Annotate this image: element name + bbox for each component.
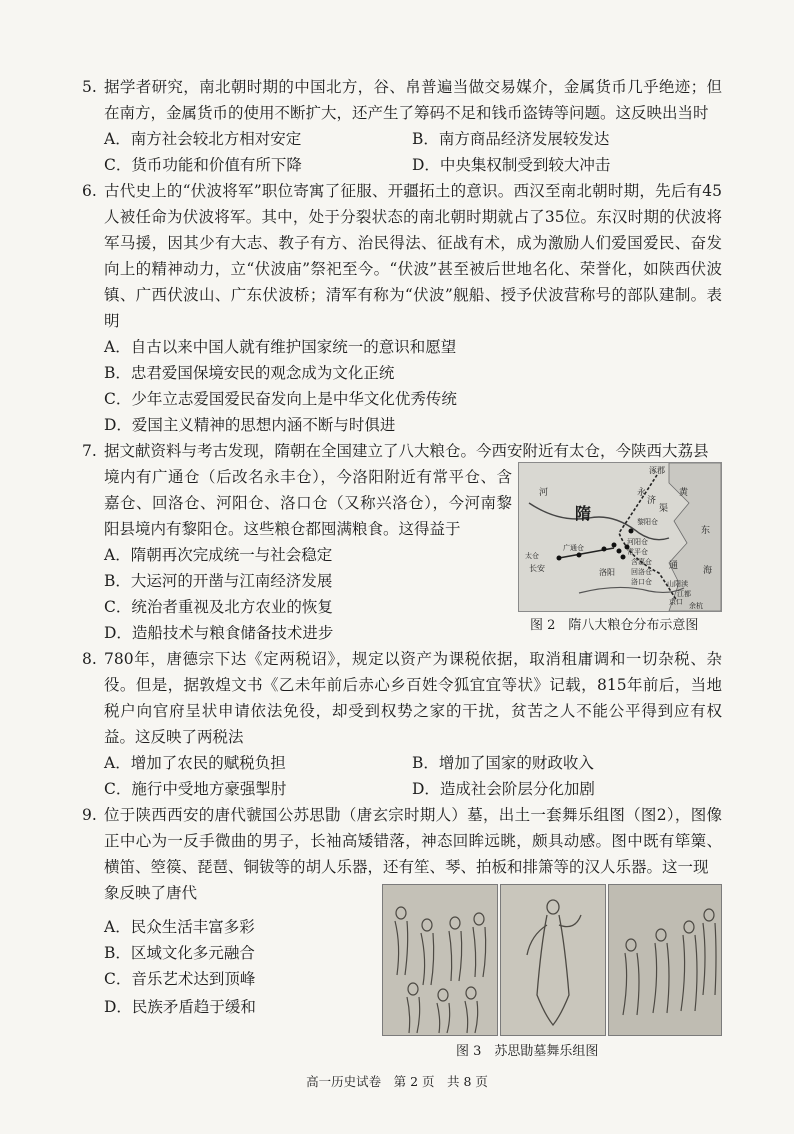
granary-dot (577, 553, 582, 558)
question-stem-line1: 据文献资料与考古发现，隋朝在全国建立了八大粮仓。今西安附近有太仓，今陕西大荔县 (104, 442, 709, 460)
option-b[interactable]: B．增加了国家的财政收入 (412, 754, 594, 772)
mural-panel-right (608, 884, 722, 1036)
question-stem: 位于陕西西安的唐代虢国公苏思勖（唐玄宗时期人）墓，出土一套舞乐组图（图2），图像正中心为一反手微曲的男子，长袖高矮错落，神态回眸远眺，颇具动感。图中既有筚篥、横笛、箜篌、琵琶、铜钹等的胡人乐器，还有笙、琴、拍板和排箫等的汉人乐器。这一现 (104, 806, 722, 876)
map-label-huang: 黄 (679, 488, 689, 498)
option-a[interactable]: A．增加了农民的赋税负担 (104, 754, 286, 772)
option-a[interactable]: A．民众生活丰富多彩 (104, 918, 255, 936)
question-6 (82, 178, 722, 334)
question-number: 7. (82, 442, 97, 460)
option-d[interactable]: D．中央集权制受到较大冲击 (412, 156, 611, 174)
option-c[interactable]: C．少年立志爱国爱民奋发向上是中华文化优秀传统 (104, 390, 457, 408)
map-label-qu: 渠 (659, 504, 669, 514)
option-a[interactable]: A．自古以来中国人就有维护国家统一的意识和愿望 (104, 338, 457, 356)
question-stem: 据学者研究，南北朝时期的中国北方，谷、帛普遍当做交易媒介，金属货币几乎绝迹；但在南方，金属货币的使用不断扩大，还产生了筹码不足和钱币盗铸等问题。这反映出当时 (104, 78, 722, 122)
question-number: 9. (82, 806, 97, 824)
map-label-luokou: 洛口仓 (631, 578, 652, 586)
question-9-stem-tail: 象反映了唐代 (104, 884, 198, 902)
figure-2-caption: 图 2 隋八大粮仓分布示意图 (530, 618, 699, 633)
option-c[interactable]: C．施行中受地方豪强掣肘 (104, 780, 287, 798)
granary-map-figure (518, 462, 722, 612)
map-label-changping: 常平仓 (627, 548, 648, 556)
map-label-heyang: 河阳仓 (627, 538, 648, 546)
question-number: 6. (82, 182, 97, 200)
question-7-stem-rest: 境内有广通仓（后改名永丰仓），今洛阳附近有常平仓、含嘉仓、回洛仓、河阳仓、洛口仓（又称兴洛仓），今河南黎阳县境内有黎阳仓。这些粮仓都囤满粮食。这得益于 (104, 468, 512, 538)
option-c[interactable]: C．统治者重视及北方农业的恢复 (104, 598, 333, 616)
figure-3-caption: 图 3 苏思勖墓舞乐组图 (456, 1044, 599, 1059)
map-label-yongji: 永 (637, 488, 647, 498)
question-number: 5. (82, 78, 97, 96)
granary-dot (629, 529, 634, 534)
granary-dot (602, 547, 607, 552)
question-9 (82, 802, 722, 880)
option-b[interactable]: B．南方商品经济发展较发达 (412, 130, 610, 148)
mural-panel-center (500, 884, 606, 1036)
mural-panel-left (382, 884, 498, 1036)
question-5 (82, 74, 722, 126)
mural-dancer-center (501, 885, 605, 1035)
map-label-hanjia: 含嘉仓 (631, 558, 652, 566)
map-label-he: 河 (539, 488, 549, 498)
map-label-liyang: 黎阳仓 (637, 518, 658, 526)
map-label-luoyang: 洛阳 (599, 568, 615, 577)
question-7 (82, 438, 722, 464)
granary-dot (612, 543, 617, 548)
question-stem: 780年，唐德宗下达《定两税诏》，规定以资产为课税依据，取消租庸调和一切杂税、杂役。但是，据敦煌文书《乙未年前后赤心乡百姓令狐宜宜等状》记载，815年前后，当地税户向官府呈状申请依法免役，却受到权势之家的干扰，贫苦之人不能公平得到应有权益。这反映了两税法 (104, 650, 722, 746)
map-label-taicang: 太仓 (525, 552, 539, 560)
map-label-jingkou: 京口 (669, 598, 683, 606)
option-b[interactable]: B．忠君爱国保境安民的观念成为文化正统 (104, 364, 395, 382)
question-8 (82, 646, 722, 750)
option-c[interactable]: C．货币功能和价值有所下降 (104, 156, 302, 174)
option-d[interactable]: D．造船技术与粮食储备技术进步 (104, 624, 334, 642)
granary-dot (557, 556, 562, 561)
option-d[interactable]: D．民族矛盾趋于缓和 (104, 998, 256, 1016)
option-b[interactable]: B．大运河的开凿与江南经济发展 (104, 572, 333, 590)
map-label-shanyang: 山阳渎 (667, 580, 688, 588)
map-label-ji: 济 (647, 496, 657, 506)
map-label-jiangdu: 江都 (677, 590, 691, 598)
option-a[interactable]: A．隋朝再次完成统一与社会稳定 (104, 546, 333, 564)
option-b[interactable]: B．区域文化多元融合 (104, 944, 255, 962)
mural-musicians-right (609, 885, 721, 1035)
map-label-zhuojun: 涿郡 (649, 466, 665, 475)
question-stem: 古代史上的“伏波将军”职位寄寓了征服、开疆拓土的意识。西汉至南北朝时期，先后有45人被任命为伏波将军。其中，处于分裂状态的南北朝时期就占了35位。东汉时期的伏波将军马援，因其少有大志、教子有方、治民得法、征战有术，成为激励人们爱国爱民、奋发向上的精神动力，立“伏波庙”祭祀至今。“伏波”甚至被后世地名化、荣誉化，如陕西伏波镇、广西伏波山、广东伏波桥；清军有称为“伏波”舰船、授予伏波营称号的部队建制。表明 (104, 182, 722, 330)
option-c[interactable]: C．音乐艺术达到顶峰 (104, 970, 256, 988)
option-d[interactable]: D．造成社会阶层分化加剧 (412, 780, 595, 798)
option-a[interactable]: A．南方社会较北方相对安定 (104, 130, 302, 148)
map-label-sui: 隋 (575, 504, 592, 523)
granary-dot (617, 549, 622, 554)
question-number: 8. (82, 650, 97, 668)
map-label-changan: 长安 (529, 564, 545, 573)
map-label-east: 东 (701, 526, 711, 536)
granary-dot (621, 555, 626, 560)
map-label-yuhang: 余杭 (689, 602, 703, 610)
page-footer: 高一历史试卷 第 2 页 共 8 页 (306, 1074, 488, 1089)
map-label-sea: 海 (703, 566, 713, 576)
option-d[interactable]: D．爱国主义精神的思想内涵不断与时俱进 (104, 416, 396, 434)
map-label-huiluo: 回洛仓 (631, 568, 652, 576)
map-label-guangtong: 广通仓 (563, 544, 584, 552)
mural-musicians-left (383, 885, 497, 1035)
map-label-tong: 通 (669, 561, 679, 571)
